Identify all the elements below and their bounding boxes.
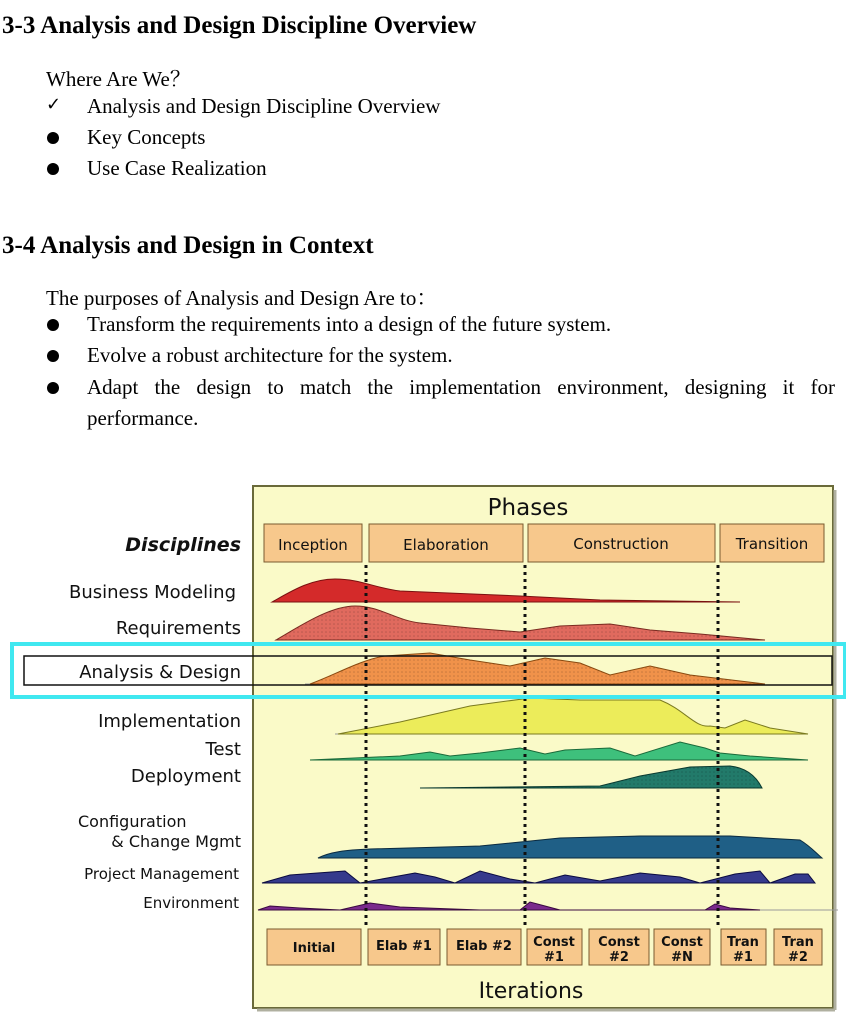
purposes-intro: The purposes of Analysis and Design Are to： — [46, 286, 438, 310]
phase-label: Construction — [573, 535, 669, 553]
list-item: Adapt the design to match the implementation environment, designing it for performance. — [87, 375, 835, 430]
bullet-icon — [47, 132, 59, 144]
discipline-label: Test — [205, 739, 241, 760]
iteration-label: #N — [671, 950, 693, 965]
phase-label: Inception — [278, 536, 348, 554]
discipline-label: Implementation — [98, 711, 241, 732]
iteration-label: Initial — [292, 941, 336, 956]
iterations-title: Iterations — [478, 979, 584, 1004]
bullet-icon — [47, 350, 59, 362]
rup-hump-diagram — [0, 470, 846, 1021]
bullet-icon — [47, 319, 59, 331]
discipline-label: Configuration — [78, 812, 187, 831]
bullet-icon — [47, 382, 59, 394]
iteration-label: #1 — [733, 950, 753, 965]
phase-label: Elaboration — [403, 536, 489, 554]
iteration-boxes — [267, 929, 822, 965]
discipline-label: & Change Mgmt — [111, 832, 241, 851]
iteration-label: #1 — [544, 950, 564, 965]
phase-label: Transition — [735, 535, 809, 553]
discipline-label: Business Modeling — [69, 582, 236, 603]
discipline-labels — [69, 582, 241, 912]
discipline-label: Analysis & Design — [79, 662, 241, 683]
phase-boxes — [264, 524, 824, 562]
list-item: Key Concepts — [87, 125, 206, 149]
disciplines-title: Disciplines — [125, 534, 241, 556]
iteration-label: Const — [661, 935, 703, 950]
discipline-label: Requirements — [115, 618, 241, 639]
iteration-label: Elab #1 — [376, 939, 432, 954]
discipline-label: Environment — [143, 894, 239, 912]
list-item: Use Case Realization — [87, 156, 267, 180]
list-item: Evolve a robust architecture for the system. — [87, 343, 453, 367]
check-icon: ✓ — [46, 94, 62, 115]
iteration-label: #2 — [788, 950, 808, 965]
list-item: Transform the requirements into a design of the future system. — [87, 312, 612, 336]
phases-title: Phases — [487, 495, 569, 521]
where-are-we-label: Where Are We？ — [46, 67, 191, 91]
iteration-label: Const — [533, 935, 575, 950]
iteration-label: #2 — [609, 950, 629, 965]
list-item: Analysis and Design Discipline Overview — [87, 94, 441, 118]
discipline-label: Deployment — [130, 766, 241, 787]
iteration-label: Tran — [782, 935, 814, 950]
section-3-3-heading: 3-3 Analysis and Design Discipline Overview — [2, 12, 477, 39]
iteration-label: Const — [598, 935, 640, 950]
bullet-icon — [47, 163, 59, 175]
iteration-label: Tran — [727, 935, 759, 950]
iteration-label: Elab #2 — [456, 939, 512, 954]
section-3-4-heading: 3-4 Analysis and Design in Context — [2, 232, 374, 259]
discipline-label: Project Management — [84, 865, 239, 883]
